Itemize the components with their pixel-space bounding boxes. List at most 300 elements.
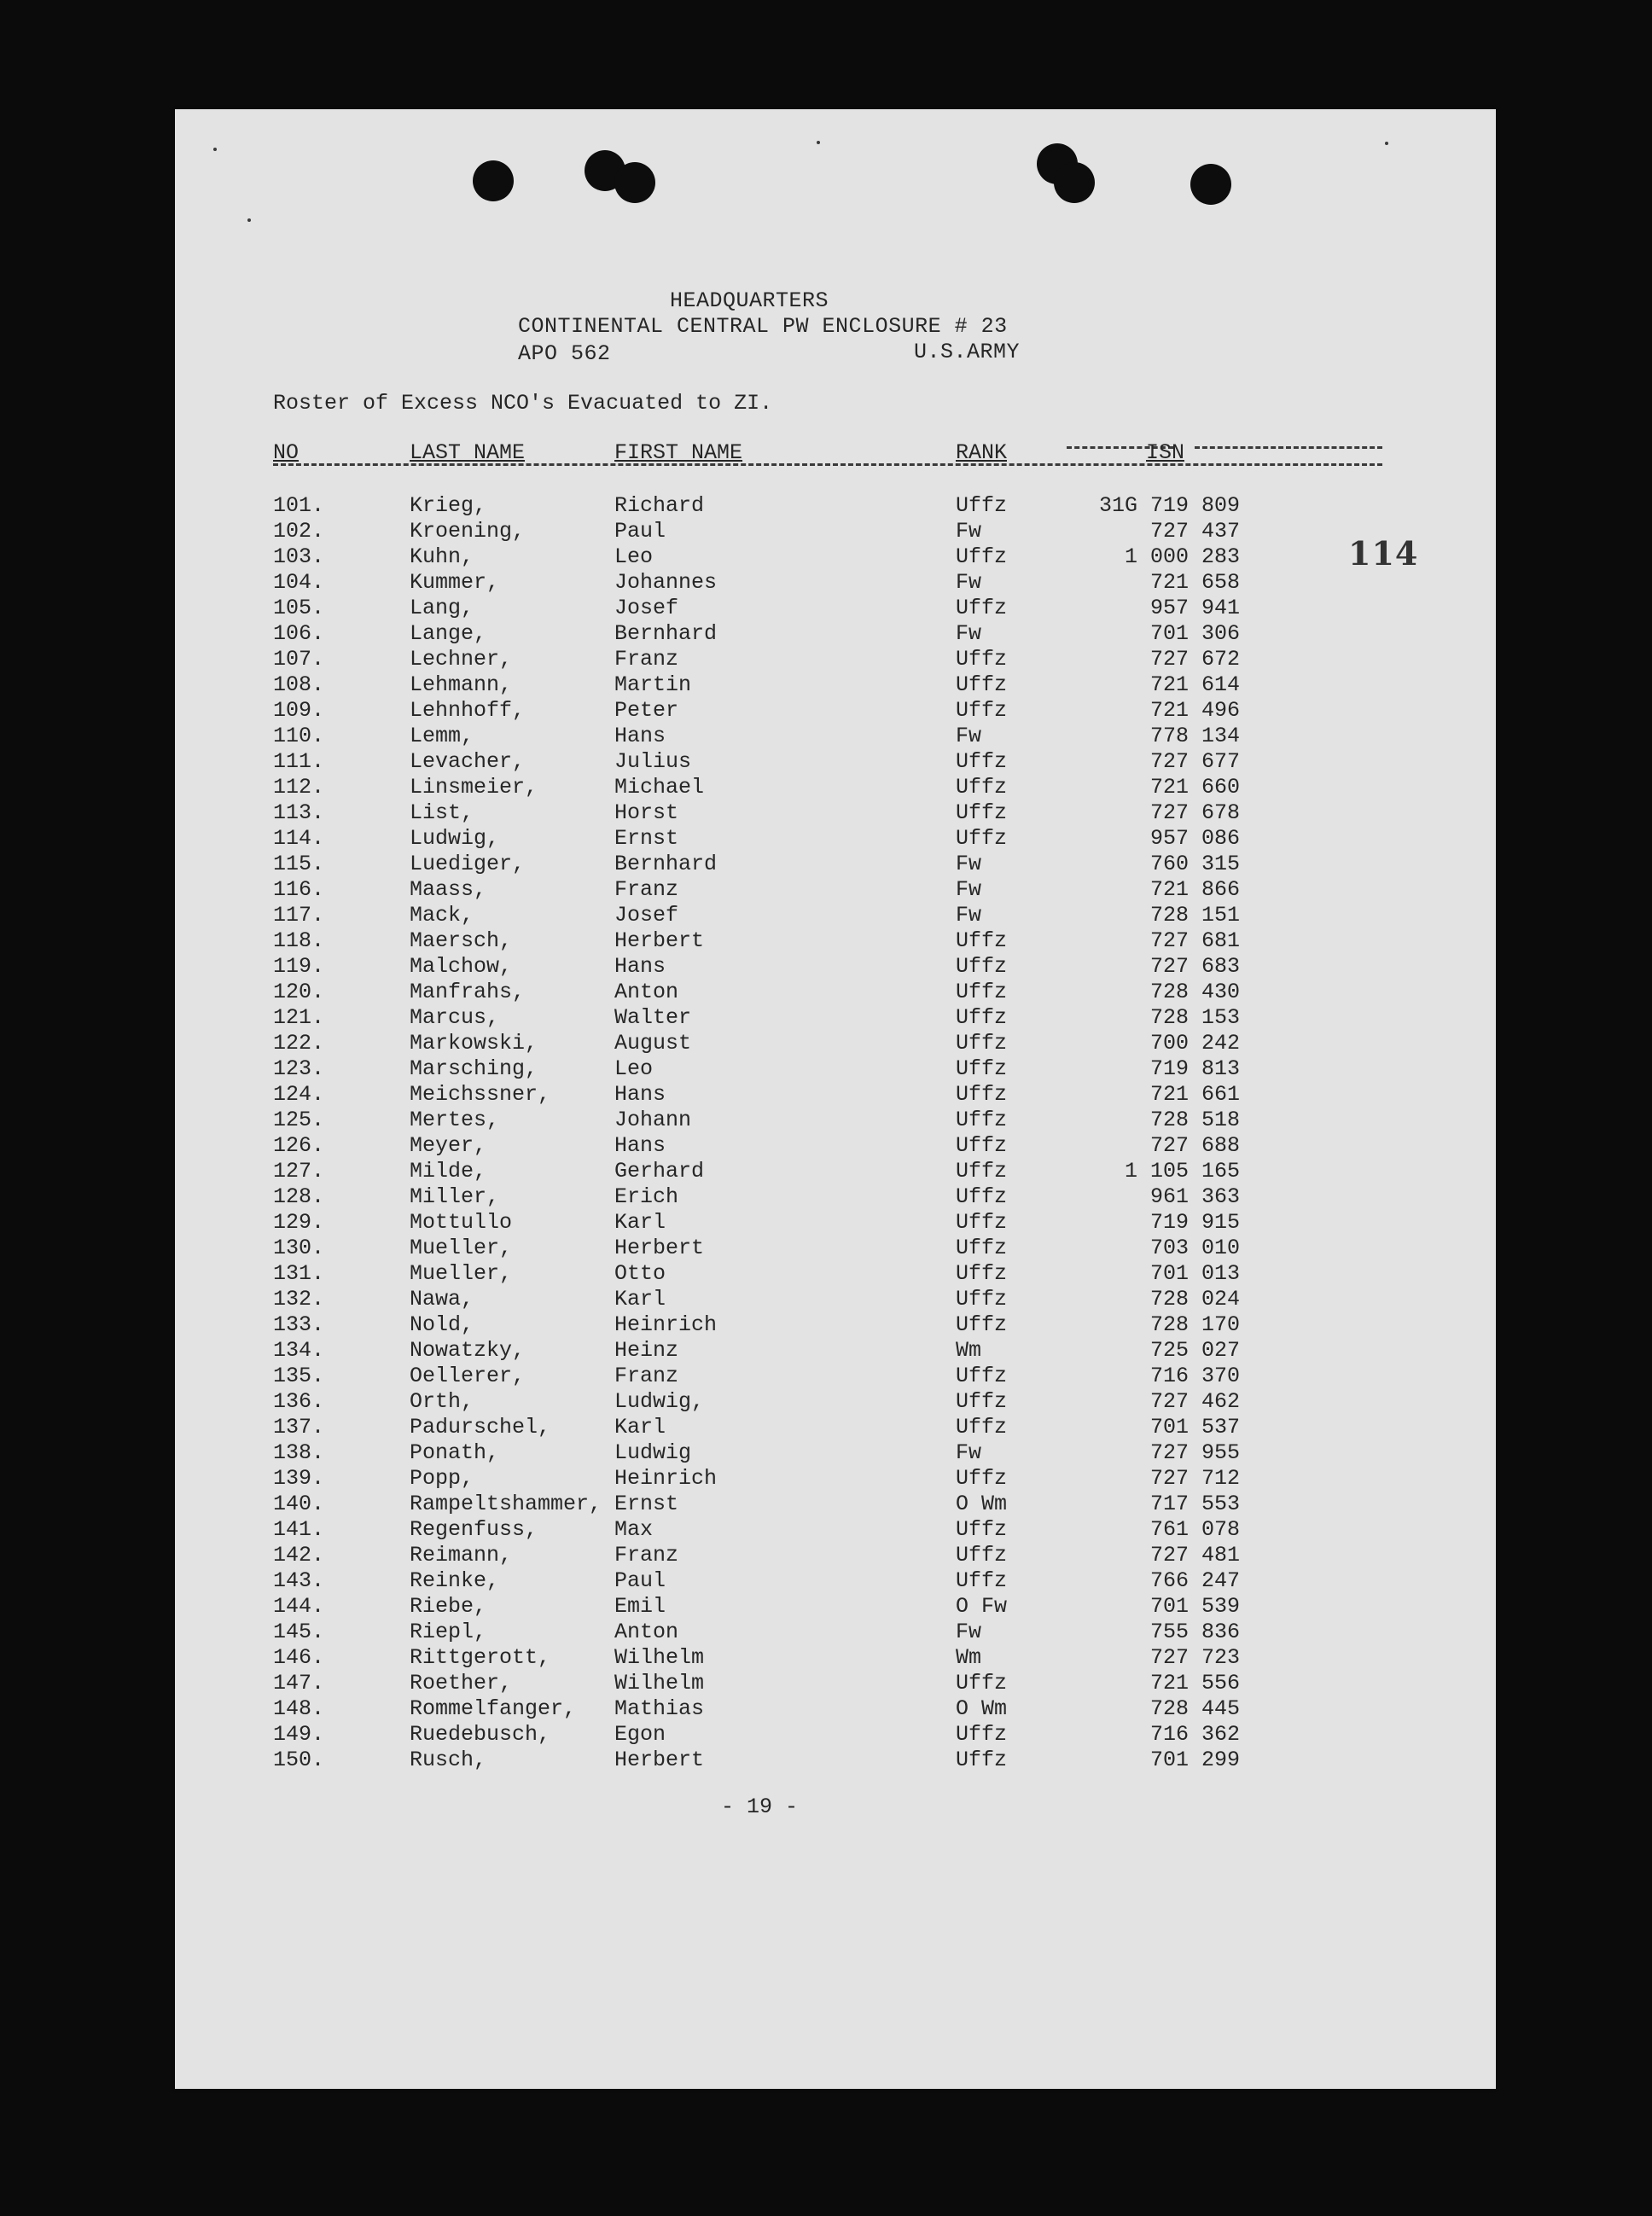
first-name-cell: Heinrich	[614, 1312, 718, 1337]
first-name-cell: Walter	[614, 1005, 692, 1030]
table-row	[175, 1159, 1496, 1184]
first-name-cell: Karl	[614, 1415, 666, 1440]
first-name-cell: Josef	[614, 903, 679, 928]
table-row	[175, 903, 1496, 928]
isn-cell: 721 496	[1149, 698, 1240, 723]
table-row	[175, 800, 1496, 826]
isn-cell: 1 105 165	[1124, 1159, 1240, 1184]
row-number-cell: 143.	[273, 1568, 325, 1593]
table-row	[175, 1184, 1496, 1210]
first-name-cell: Peter	[614, 698, 679, 723]
first-name-cell: Heinz	[614, 1338, 679, 1363]
row-number-cell: 141.	[273, 1517, 325, 1542]
isn-cell: 727 723	[1149, 1645, 1240, 1670]
column-header-no: NO	[273, 440, 300, 465]
table-row	[175, 1568, 1496, 1594]
isn-cell: 778 134	[1149, 724, 1240, 748]
rank-cell: Uffz	[956, 1364, 1008, 1388]
first-name-cell: Ernst	[614, 1492, 679, 1516]
last-name-cell: Lemm,	[410, 724, 474, 748]
first-name-cell: Ludwig,	[614, 1389, 705, 1414]
last-name-cell: Mottullo	[410, 1210, 513, 1235]
last-name-cell: Maersch,	[410, 928, 513, 953]
first-name-cell: Egon	[614, 1722, 666, 1747]
isn-cell: 716 370	[1149, 1364, 1240, 1388]
row-number-cell: 102.	[273, 519, 325, 544]
row-number-cell: 149.	[273, 1722, 325, 1747]
last-name-cell: Lehmann,	[410, 672, 513, 697]
row-number-cell: 146.	[273, 1645, 325, 1670]
isn-cell: 761 078	[1149, 1517, 1240, 1542]
document-page	[175, 109, 1496, 2089]
rank-cell: Fw	[956, 877, 982, 902]
table-row	[175, 775, 1496, 800]
table-row	[175, 647, 1496, 672]
row-number-cell: 135.	[273, 1364, 325, 1388]
isn-cell: 721 614	[1149, 672, 1240, 697]
rank-cell: Uffz	[956, 1543, 1008, 1567]
last-name-cell: Marsching,	[410, 1056, 538, 1081]
first-name-cell: Franz	[614, 1543, 679, 1567]
rank-cell: Uffz	[956, 1261, 1008, 1286]
rank-cell: Uffz	[956, 596, 1008, 620]
rank-cell: Uffz	[956, 1466, 1008, 1491]
isn-cell: 725 027	[1149, 1338, 1240, 1363]
isn-cell: 719 813	[1149, 1056, 1240, 1081]
column-header-first-name: FIRST NAME	[614, 440, 743, 465]
rank-cell: Uffz	[956, 800, 1008, 825]
isn-cell: 728 153	[1149, 1005, 1240, 1030]
isn-cell: 701 539	[1149, 1594, 1240, 1619]
punch-hole	[473, 160, 514, 201]
first-name-cell: Leo	[614, 1056, 654, 1081]
isn-cell: 957 941	[1149, 596, 1240, 620]
row-number-cell: 108.	[273, 672, 325, 697]
table-row	[175, 1389, 1496, 1415]
table-row	[175, 1312, 1496, 1338]
first-name-cell: Ludwig	[614, 1440, 692, 1465]
last-name-cell: Linsmeier,	[410, 775, 538, 800]
rank-cell: Uffz	[956, 1108, 1008, 1132]
row-number-cell: 131.	[273, 1261, 325, 1286]
punch-hole	[1190, 164, 1231, 205]
first-name-cell: August	[614, 1031, 692, 1056]
last-name-cell: Kummer,	[410, 570, 500, 595]
isn-cell: 961 363	[1149, 1184, 1240, 1209]
isn-cell: 727 677	[1149, 749, 1240, 774]
table-row	[175, 1056, 1496, 1082]
first-name-cell: Paul	[614, 1568, 666, 1593]
isn-cell: 727 462	[1149, 1389, 1240, 1414]
first-name-cell: Erich	[614, 1184, 679, 1209]
table-row	[175, 852, 1496, 877]
isn-cell: 727 688	[1149, 1133, 1240, 1158]
roster-table	[175, 493, 1496, 1773]
header-army: U.S.ARMY	[914, 340, 1021, 364]
first-name-cell: Franz	[614, 877, 679, 902]
row-number-cell: 110.	[273, 724, 325, 748]
row-number-cell: 126.	[273, 1133, 325, 1158]
rank-cell: Uffz	[956, 1568, 1008, 1593]
last-name-cell: Riepl,	[410, 1620, 487, 1644]
rank-cell: Uffz	[956, 1517, 1008, 1542]
table-row	[175, 928, 1496, 954]
last-name-cell: Reinke,	[410, 1568, 500, 1593]
last-name-cell: Regenfuss,	[410, 1517, 538, 1542]
isn-cell: 727 481	[1149, 1543, 1240, 1567]
last-name-cell: Oellerer,	[410, 1364, 526, 1388]
rank-cell: Uffz	[956, 1159, 1008, 1184]
row-number-cell: 121.	[273, 1005, 325, 1030]
last-name-cell: Lang,	[410, 596, 474, 620]
table-row	[175, 1722, 1496, 1748]
first-name-cell: Mathias	[614, 1696, 705, 1721]
table-row	[175, 1133, 1496, 1159]
rank-cell: Uffz	[956, 1389, 1008, 1414]
row-number-cell: 145.	[273, 1620, 325, 1644]
isn-cell: 766 247	[1149, 1568, 1240, 1593]
last-name-cell: Lechner,	[410, 647, 513, 672]
rank-cell: Uffz	[956, 749, 1008, 774]
last-name-cell: Rampeltshammer,	[410, 1492, 602, 1516]
isn-cell: 701 013	[1149, 1261, 1240, 1286]
last-name-cell: Padurschel,	[410, 1415, 551, 1440]
table-row	[175, 672, 1496, 698]
rank-cell: O Wm	[956, 1696, 1008, 1721]
table-row	[175, 596, 1496, 621]
isn-cell: 760 315	[1149, 852, 1240, 876]
table-row	[175, 1210, 1496, 1236]
punch-hole	[1054, 162, 1095, 203]
first-name-cell: Wilhelm	[614, 1671, 705, 1695]
row-number-cell: 130.	[273, 1236, 325, 1260]
header-rule	[1195, 446, 1382, 449]
first-name-cell: Gerhard	[614, 1159, 705, 1184]
isn-cell: 717 553	[1149, 1492, 1240, 1516]
rank-cell: Uffz	[956, 1056, 1008, 1081]
last-name-cell: Kuhn,	[410, 544, 474, 569]
isn-cell: 1 000 283	[1124, 544, 1240, 569]
column-header-last-name: LAST NAME	[410, 440, 526, 465]
last-name-cell: Krieg,	[410, 493, 487, 518]
first-name-cell: Paul	[614, 519, 666, 544]
rank-cell: Fw	[956, 724, 982, 748]
paper-speck	[817, 141, 820, 144]
rank-cell: Uffz	[956, 928, 1008, 953]
first-name-cell: Max	[614, 1517, 654, 1542]
isn-cell: 728 445	[1149, 1696, 1240, 1721]
isn-cell: 728 024	[1149, 1287, 1240, 1312]
last-name-cell: Meichssner,	[410, 1082, 551, 1107]
last-name-cell: Kroening,	[410, 519, 526, 544]
first-name-cell: Hans	[614, 724, 666, 748]
row-number-cell: 117.	[273, 903, 325, 928]
isn-cell: 727 681	[1149, 928, 1240, 953]
row-number-cell: 114.	[273, 826, 325, 851]
first-name-cell: Anton	[614, 1620, 679, 1644]
table-row	[175, 749, 1496, 775]
table-row	[175, 1338, 1496, 1364]
rank-cell: Uffz	[956, 1415, 1008, 1440]
last-name-cell: Ludwig,	[410, 826, 500, 851]
row-number-cell: 132.	[273, 1287, 325, 1312]
first-name-cell: Hans	[614, 954, 666, 979]
rank-cell: Uffz	[956, 493, 1008, 518]
rank-cell: Uffz	[956, 1671, 1008, 1695]
first-name-cell: Karl	[614, 1210, 666, 1235]
rank-cell: Uffz	[956, 1236, 1008, 1260]
row-number-cell: 138.	[273, 1440, 325, 1465]
isn-cell: 721 660	[1149, 775, 1240, 800]
last-name-cell: Levacher,	[410, 749, 526, 774]
first-name-cell: Johann	[614, 1108, 692, 1132]
header-apo: APO 562	[518, 341, 611, 366]
rank-cell: Uffz	[956, 1082, 1008, 1107]
table-row	[175, 724, 1496, 749]
table-row	[175, 826, 1496, 852]
table-row	[175, 1466, 1496, 1492]
row-number-cell: 124.	[273, 1082, 325, 1107]
table-row	[175, 1645, 1496, 1671]
table-row	[175, 1594, 1496, 1620]
rank-cell: Uffz	[956, 1748, 1008, 1772]
table-row	[175, 1287, 1496, 1312]
rank-cell: Fw	[956, 852, 982, 876]
isn-cell: 700 242	[1149, 1031, 1240, 1056]
isn-cell: 719 915	[1149, 1210, 1240, 1235]
first-name-cell: Bernhard	[614, 621, 718, 646]
rank-cell: Uffz	[956, 1722, 1008, 1747]
header-line-2: CONTINENTAL CENTRAL PW ENCLOSURE # 23	[518, 314, 1008, 339]
first-name-cell: Ernst	[614, 826, 679, 851]
row-number-cell: 116.	[273, 877, 325, 902]
row-number-cell: 142.	[273, 1543, 325, 1567]
rank-cell: Fw	[956, 621, 982, 646]
row-number-cell: 144.	[273, 1594, 325, 1619]
isn-cell: 721 658	[1149, 570, 1240, 595]
rank-cell: Uffz	[956, 826, 1008, 851]
rank-cell: O Wm	[956, 1492, 1008, 1516]
rank-cell: Fw	[956, 1620, 982, 1644]
paper-speck	[247, 218, 251, 222]
first-name-cell: Martin	[614, 672, 692, 697]
last-name-cell: Ruedebusch,	[410, 1722, 551, 1747]
row-number-cell: 118.	[273, 928, 325, 953]
table-row	[175, 544, 1496, 570]
first-name-cell: Karl	[614, 1287, 666, 1312]
rank-cell: O Fw	[956, 1594, 1008, 1619]
row-number-cell: 125.	[273, 1108, 325, 1132]
isn-cell: 716 362	[1149, 1722, 1240, 1747]
last-name-cell: Meyer,	[410, 1133, 487, 1158]
table-row	[175, 877, 1496, 903]
row-number-cell: 147.	[273, 1671, 325, 1695]
row-number-cell: 129.	[273, 1210, 325, 1235]
rank-cell: Uffz	[956, 1287, 1008, 1312]
last-name-cell: Orth,	[410, 1389, 474, 1414]
first-name-cell: Leo	[614, 544, 654, 569]
table-row	[175, 1031, 1496, 1056]
table-row	[175, 980, 1496, 1005]
table-row	[175, 1005, 1496, 1031]
first-name-cell: Michael	[614, 775, 705, 800]
last-name-cell: Riebe,	[410, 1594, 487, 1619]
first-name-cell: Heinrich	[614, 1466, 718, 1491]
first-name-cell: Horst	[614, 800, 679, 825]
first-name-cell: Anton	[614, 980, 679, 1004]
table-row	[175, 698, 1496, 724]
first-name-cell: Otto	[614, 1261, 666, 1286]
row-number-cell: 128.	[273, 1184, 325, 1209]
row-number-cell: 104.	[273, 570, 325, 595]
row-number-cell: 101.	[273, 493, 325, 518]
isn-cell: 701 306	[1149, 621, 1240, 646]
rank-cell: Uffz	[956, 1210, 1008, 1235]
rank-cell: Wm	[956, 1645, 982, 1670]
isn-cell: 728 170	[1149, 1312, 1240, 1337]
isn-cell: 703 010	[1149, 1236, 1240, 1260]
first-name-cell: Franz	[614, 647, 679, 672]
last-name-cell: Malchow,	[410, 954, 513, 979]
first-name-cell: Franz	[614, 1364, 679, 1388]
rank-cell: Wm	[956, 1338, 982, 1363]
row-number-cell: 137.	[273, 1415, 325, 1440]
row-number-cell: 112.	[273, 775, 325, 800]
isn-cell: 728 151	[1149, 903, 1240, 928]
isn-cell: 728 518	[1149, 1108, 1240, 1132]
first-name-cell: Julius	[614, 749, 692, 774]
isn-cell: 727 678	[1149, 800, 1240, 825]
row-number-cell: 115.	[273, 852, 325, 876]
table-row	[175, 1492, 1496, 1517]
last-name-cell: Mertes,	[410, 1108, 500, 1132]
table-row	[175, 1696, 1496, 1722]
last-name-cell: Roether,	[410, 1671, 513, 1695]
row-number-cell: 139.	[273, 1466, 325, 1491]
isn-cell: 721 556	[1149, 1671, 1240, 1695]
last-name-cell: Mueller,	[410, 1261, 513, 1286]
row-number-cell: 107.	[273, 647, 325, 672]
isn-cell: 727 683	[1149, 954, 1240, 979]
isn-cell: 727 437	[1149, 519, 1240, 544]
first-name-cell: Herbert	[614, 1236, 705, 1260]
table-row	[175, 1364, 1496, 1389]
isn-cell: 701 537	[1149, 1415, 1240, 1440]
rank-cell: Uffz	[956, 698, 1008, 723]
first-name-cell: Emil	[614, 1594, 666, 1619]
row-number-cell: 136.	[273, 1389, 325, 1414]
rank-cell: Uffz	[956, 775, 1008, 800]
last-name-cell: Nawa,	[410, 1287, 474, 1312]
punch-hole	[614, 162, 655, 203]
table-row	[175, 519, 1496, 544]
table-row	[175, 1236, 1496, 1261]
last-name-cell: Marcus,	[410, 1005, 500, 1030]
isn-cell: 727 712	[1149, 1466, 1240, 1491]
last-name-cell: Rittgerott,	[410, 1645, 551, 1670]
last-name-cell: Miller,	[410, 1184, 500, 1209]
rank-cell: Fw	[956, 1440, 982, 1465]
table-row	[175, 570, 1496, 596]
last-name-cell: Maass,	[410, 877, 487, 902]
isn-cell: 701 299	[1149, 1748, 1240, 1772]
table-row	[175, 1082, 1496, 1108]
rank-cell: Uffz	[956, 1133, 1008, 1158]
first-name-cell: Josef	[614, 596, 679, 620]
first-name-cell: Wilhelm	[614, 1645, 705, 1670]
rank-cell: Fw	[956, 570, 982, 595]
row-number-cell: 134.	[273, 1338, 325, 1363]
table-row	[175, 1543, 1496, 1568]
first-name-cell: Herbert	[614, 928, 705, 953]
isn-cell: 728 430	[1149, 980, 1240, 1004]
first-name-cell: Richard	[614, 493, 705, 518]
table-row	[175, 1671, 1496, 1696]
row-number-cell: 122.	[273, 1031, 325, 1056]
last-name-cell: Ponath,	[410, 1440, 500, 1465]
last-name-cell: Luediger,	[410, 852, 526, 876]
rank-cell: Uffz	[956, 980, 1008, 1004]
last-name-cell: Markowski,	[410, 1031, 538, 1056]
rank-cell: Uffz	[956, 1005, 1008, 1030]
isn-cell: 721 661	[1149, 1082, 1240, 1107]
row-number-cell: 133.	[273, 1312, 325, 1337]
last-name-cell: Rusch,	[410, 1748, 487, 1772]
rank-cell: Uffz	[956, 1184, 1008, 1209]
row-number-cell: 150.	[273, 1748, 325, 1772]
row-number-cell: 106.	[273, 621, 325, 646]
table-row	[175, 1620, 1496, 1645]
isn-cell: 755 836	[1149, 1620, 1240, 1644]
column-header-rank: RANK	[956, 440, 1008, 465]
row-number-cell: 111.	[273, 749, 325, 774]
row-number-cell: 113.	[273, 800, 325, 825]
table-row	[175, 1108, 1496, 1133]
row-number-cell: 120.	[273, 980, 325, 1004]
row-number-cell: 140.	[273, 1492, 325, 1516]
row-number-cell: 109.	[273, 698, 325, 723]
rank-cell: Uffz	[956, 1312, 1008, 1337]
first-name-cell: Herbert	[614, 1748, 705, 1772]
first-name-cell: Johannes	[614, 570, 718, 595]
row-number-cell: 103.	[273, 544, 325, 569]
last-name-cell: Lange,	[410, 621, 487, 646]
row-number-cell: 123.	[273, 1056, 325, 1081]
table-row	[175, 1415, 1496, 1440]
rank-cell: Uffz	[956, 672, 1008, 697]
isn-cell: 31G 719 809	[1098, 493, 1240, 518]
table-row	[175, 493, 1496, 519]
rank-cell: Uffz	[956, 647, 1008, 672]
first-name-cell: Hans	[614, 1082, 666, 1107]
paper-speck	[213, 148, 217, 151]
paper-speck	[1385, 142, 1388, 145]
isn-cell: 721 866	[1149, 877, 1240, 902]
table-row	[175, 1517, 1496, 1543]
last-name-cell: Milde,	[410, 1159, 487, 1184]
isn-cell: 727 955	[1149, 1440, 1240, 1465]
rank-cell: Uffz	[956, 1031, 1008, 1056]
table-row	[175, 1748, 1496, 1773]
isn-cell: 957 086	[1149, 826, 1240, 851]
last-name-cell: Mack,	[410, 903, 474, 928]
last-name-cell: Lehnhoff,	[410, 698, 526, 723]
page-number: - 19 -	[721, 1794, 799, 1819]
column-header-isn: ISN	[1146, 440, 1185, 465]
last-name-cell: Manfrahs,	[410, 980, 526, 1004]
rank-cell: Uffz	[956, 544, 1008, 569]
row-number-cell: 127.	[273, 1159, 325, 1184]
